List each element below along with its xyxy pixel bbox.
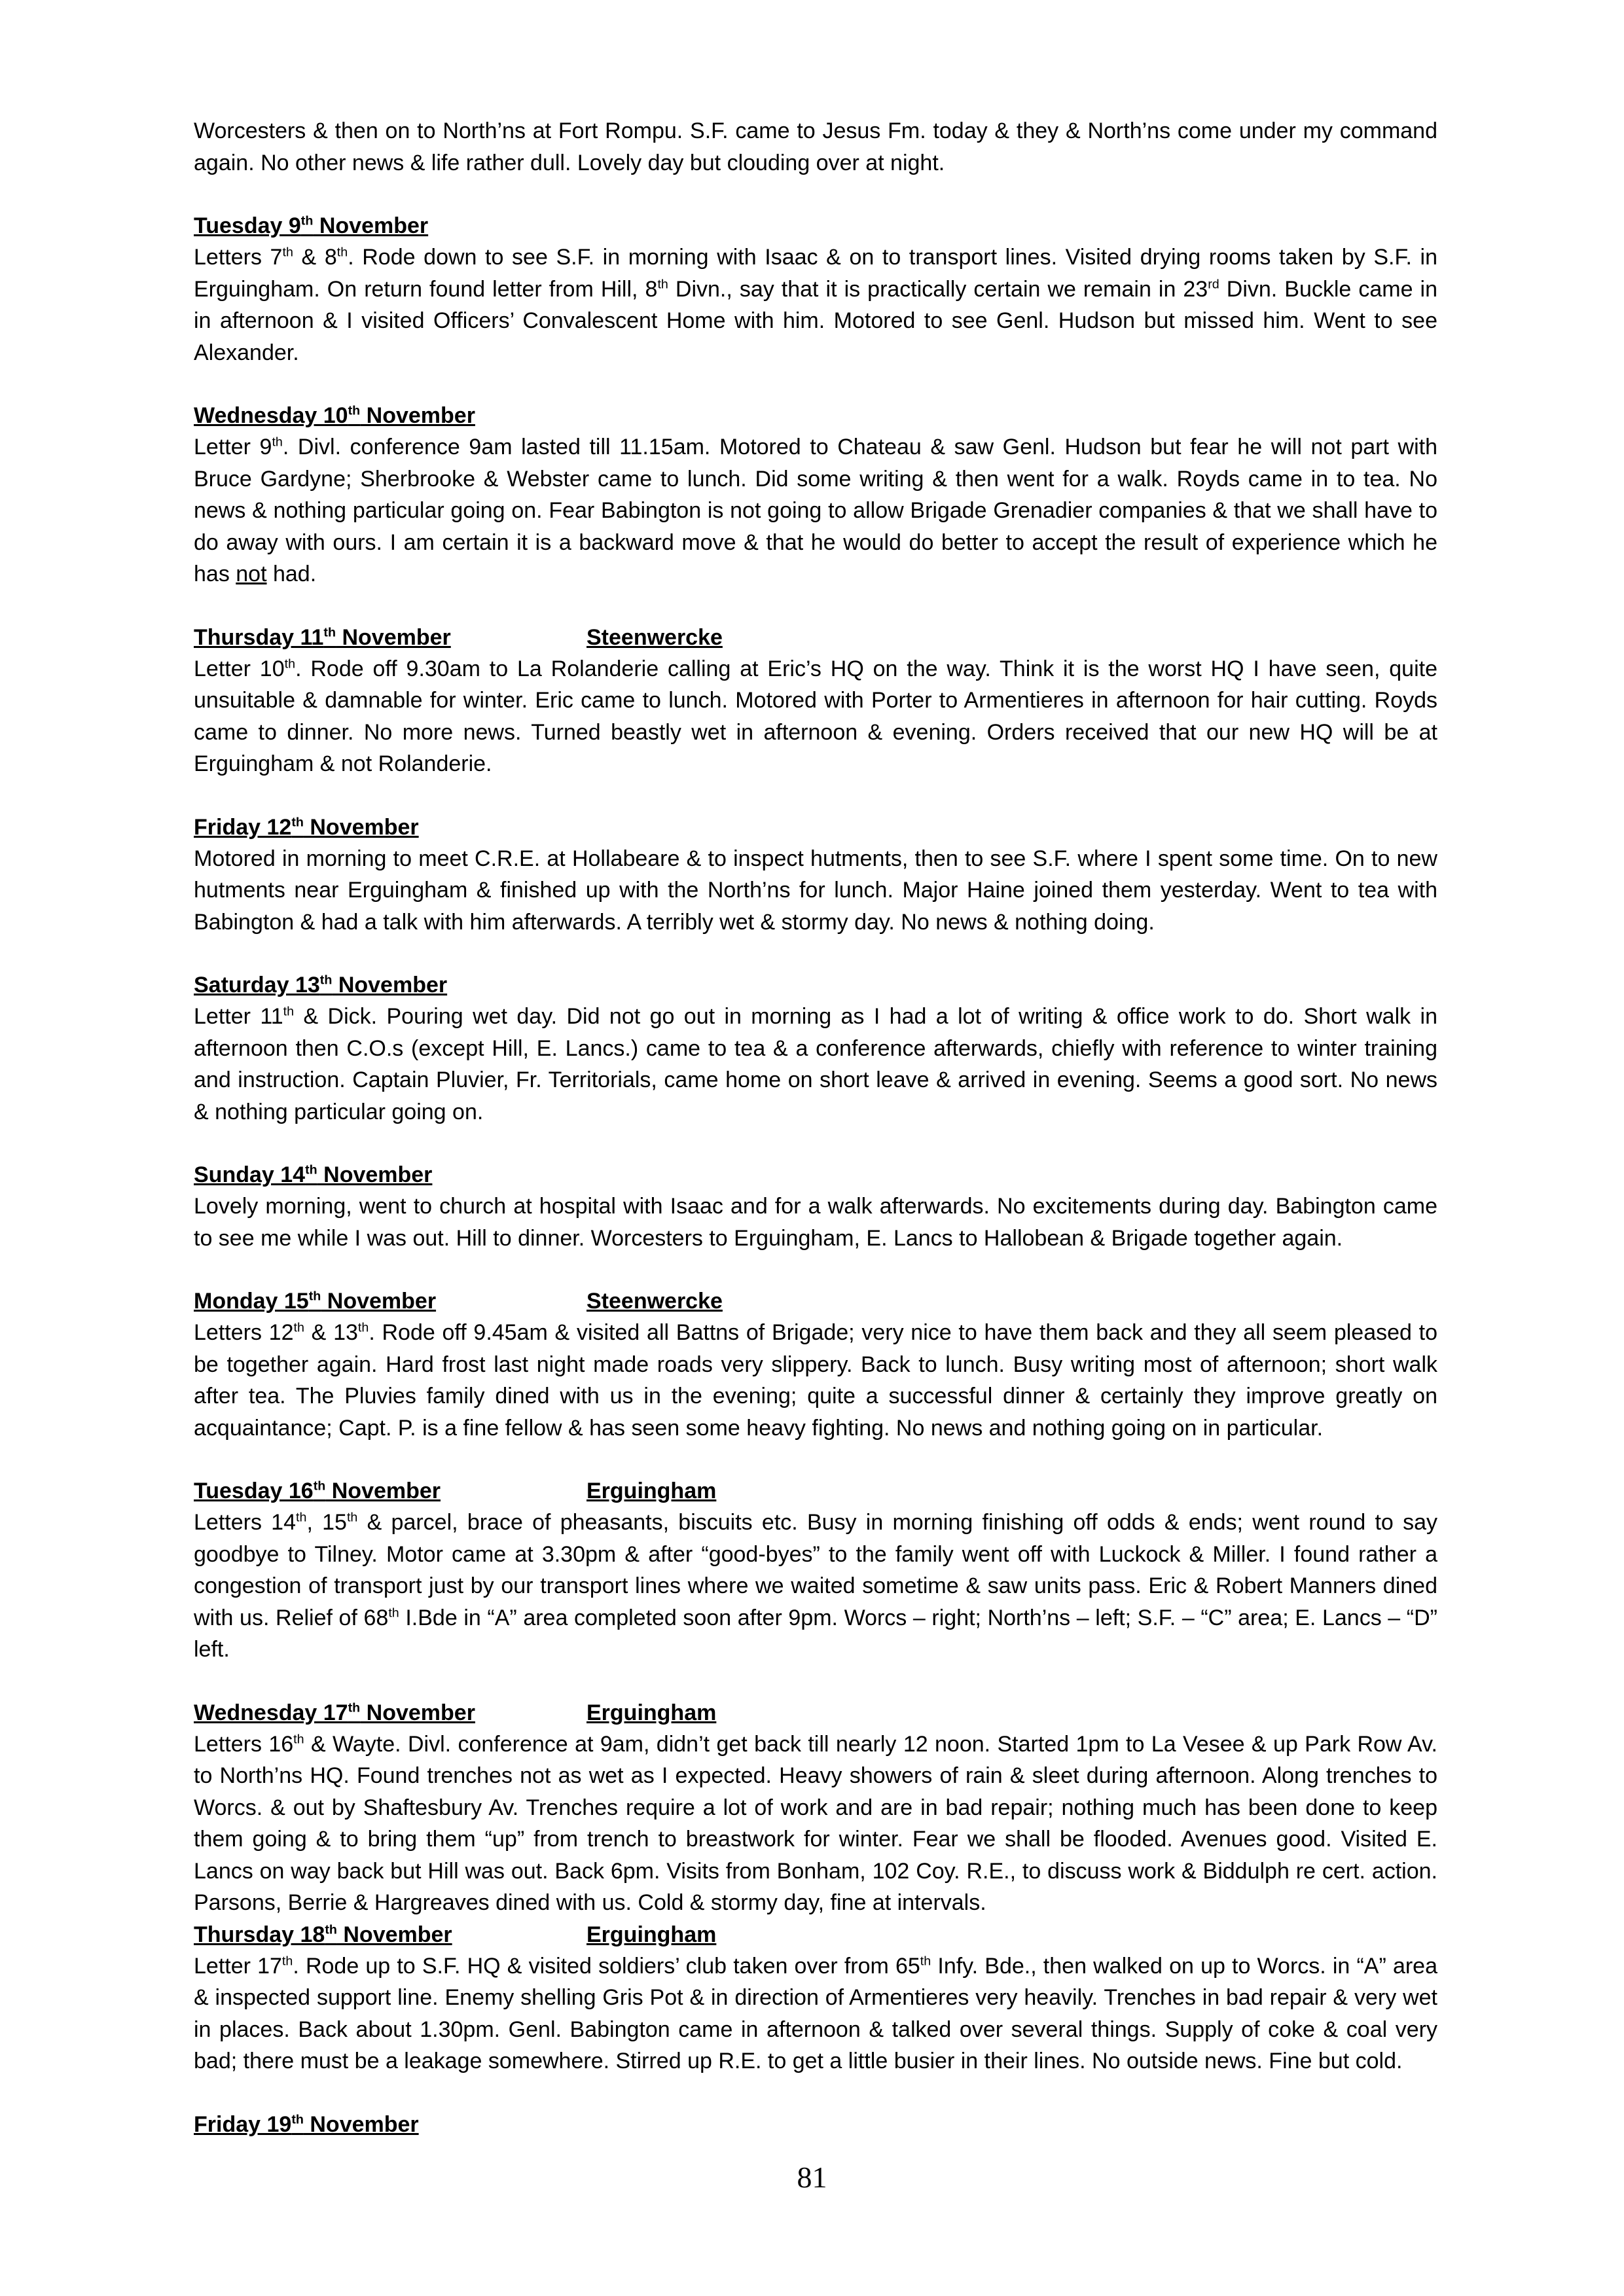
entry-text: Letter 11th & Dick. Pouring wet day. Did not go out in morning as I had a lot of writing & office work to do. Short walk in afternoon then C.O.s (except Hill, E. Lancs.) came to tea & a conference afterwards, chiefly with reference to winter training and instruction. Captain Pluvier, Fr. Territorials, came home on short leave & arrived in evening. Seems a good sort. No news & nothing particular going on. — [194, 1004, 1437, 1124]
entry-sunday-14 — [194, 1159, 1437, 1254]
entry-header — [194, 2109, 1437, 2140]
entry-header — [194, 400, 1437, 431]
entry-text: Lovely morning, went to church at hospital with Isaac and for a walk afterwards. No excitements during day. Babington came to see me while I was out. Hill to dinner. Worcesters to Erguingham, E. Lancs to Hallobean & Brigade together again. — [194, 1194, 1437, 1251]
entry-date: Sunday 14th November — [194, 1162, 433, 1187]
diary-page — [194, 115, 1437, 2140]
entry-thursday-11 — [194, 622, 1437, 780]
entry-header — [194, 969, 1437, 1001]
entry-date: Thursday 18th November — [194, 1922, 452, 1947]
entry-date: Tuesday 16th November — [194, 1479, 441, 1503]
entry-text: Letter 9th. Divl. conference 9am lasted till 11.15am. Motored to Chateau & saw Genl. Hudson but fear he will not part with Bruce Gardyne; Sherbrooke & Webster came to lunch. Did some writing & then went for a walk. Royds came in to tea. No news & nothing particular going on. Fear Babington is not going to allow Brigade Grenadier companies & that we shall have to do away with ours. I am certain it is a backward move & that he would do better to accept the result of experience which he has not had. — [194, 435, 1437, 586]
entry-place: Steenwercke — [586, 624, 723, 650]
entry-date: Friday 12th November — [194, 814, 419, 840]
entry-header — [194, 1697, 1437, 1729]
entry-date: Tuesday 9th November — [194, 213, 429, 238]
entry-text: Letters 7th & 8th. Rode down to see S.F. in morning with Isaac & on to transport lines. Visited drying rooms taken by S.F. in Erguingham. On return found letter from Hill, 8th Divn., say that it is practically certain we remain in 23rd Divn. Buckle came in in afternoon & I visited Officers’ Convalescent Home with him. Motored to see Genl. Hudson but missed him. Went to see Alexander. — [194, 245, 1438, 365]
entry-date: Wednesday 17th November — [194, 1700, 475, 1725]
entry-header — [194, 1159, 1437, 1191]
entry-header — [194, 622, 1437, 653]
entry-saturday-13 — [194, 969, 1437, 1128]
entry-place: Steenwercke — [586, 1289, 723, 1314]
entry-text: Letters 12th & 13th. Rode off 9.45am & visited all Battns of Brigade; very nice to have them back and they all seem pleased to be together again. Hard frost last night made roads very slippery. Back to lunch. Busy writing most of afternoon; short walk after tea. The Pluvies family dined with us in the evening; quite a successful dinner & certainly they improve greatly on acquaintance; Capt. P. is a fine fellow & has seen some heavy fighting. No news and nothing going on in particular. — [194, 1320, 1438, 1441]
entry-text: Letter 10th. Rode off 9.30am to La Rolanderie calling at Eric’s HQ on the way. Think it is the worst HQ I have seen, quite unsuitable & damnable for winter. Eric came to lunch. Motored with Porter to Armentieres in afternoon for hair cutting. Royds came to dinner. No more news. Turned beastly wet in afternoon & evening. Orders received that our new HQ will be at Erguingham & not Rolanderie. — [194, 656, 1437, 776]
entry-text: Letters 16th & Wayte. Divl. conference at 9am, didn’t get back till nearly 12 noon. Started 1pm to La Vesee & up Park Row Av. to North’ns HQ. Found trenches not as wet as I expected. Heavy showers of rain & sleet during afternoon. Along trenches to Worcs. & out by Shaftesbury Av. Trenches require a lot of work and are in bad repair; nothing much has been done to keep them going & to bring them “up” from trench to breastwork for winter. Fear we shall be flooded. Avenues good. Visited E. Lancs on way back but Hill was out. Back 6pm. Visits from Bonham, 102 Coy. R.E., to discuss work & Biddulph re cert. action. Parsons, Berrie & Hargreaves dined with us. Cold & stormy day, fine at intervals. — [194, 1731, 1437, 1915]
entry-place: Erguingham — [586, 1922, 717, 1947]
entry-tuesday-16 — [194, 1475, 1437, 1666]
entry-friday-12 — [194, 812, 1437, 939]
entry-header — [194, 812, 1437, 843]
entry-date: Wednesday 10th November — [194, 403, 475, 428]
entry-tuesday-9 — [194, 210, 1437, 368]
entry-header — [194, 1475, 1437, 1507]
entry-date: Saturday 13th November — [194, 973, 448, 997]
entry-header — [194, 1285, 1437, 1317]
entry-date: Monday 15th November — [194, 1289, 437, 1314]
entry-text: Letters 14th, 15th & parcel, brace of pheasants, biscuits etc. Busy in morning finishing off odds & ends; went round to say goodbye to Tilney. Motor came at 3.30pm & after “good-byes” to the family went off with Luckock & Miller. I found rather a congestion of transport just by our transport lines where we waited sometime & saw units pass. Eric & Robert Manners dined with us. Relief of 68th I.Bde in “A” area completed soon after 9pm. Worcs – right; North’ns – left; S.F. – “C” area; E. Lancs – “D” left. — [194, 1510, 1437, 1662]
entry-wednesday-10 — [194, 400, 1437, 590]
entry-date: Friday 19th November — [194, 2111, 419, 2137]
entry-friday-19 — [194, 2109, 1437, 2140]
entry-thursday-18 — [194, 1919, 1437, 2077]
entry-monday-15 — [194, 1285, 1437, 1444]
entry-place: Erguingham — [586, 1479, 717, 1503]
page-number: 81 — [797, 2161, 827, 2194]
entry-wednesday-17 — [194, 1697, 1437, 1919]
entry-header — [194, 1919, 1437, 1950]
entry-text: Motored in morning to meet C.R.E. at Hollabeare & to inspect hutments, then to see S.F. where I spent some time. On to new hutments near Erguingham & finished up with the North’ns for lunch. Major Haine joined them yesterday. Went to tea with Babington & had a talk with him afterwards. A terribly wet & stormy day. No news & nothing doing. — [194, 846, 1437, 935]
intro-paragraph: Worcesters & then on to North’ns at Fort Rompu. S.F. came to Jesus Fm. today & they & North’ns come under my command again. No other news & life rather dull. Lovely day but clouding over at night. — [194, 118, 1437, 175]
entry-text: Letter 17th. Rode up to S.F. HQ & visited soldiers’ club taken over from 65th Infy. Bde., then walked on up to Worcs. in “A” area & inspected support line. Enemy shelling Gris Pot & in direction of Armentieres very heavily. Trenches in bad repair & very wet in places. Back about 1.30pm. Genl. Babington came in afternoon & talked over several things. Supply of coke & coal very bad; there must be a leakage somewhere. Stirred up R.E. to get a little busier in their lines. No outside news. Fine but cold. — [194, 1953, 1437, 2073]
entry-date: Thursday 11th November — [194, 624, 451, 650]
entry-place: Erguingham — [586, 1700, 717, 1725]
entry-header — [194, 210, 1437, 242]
